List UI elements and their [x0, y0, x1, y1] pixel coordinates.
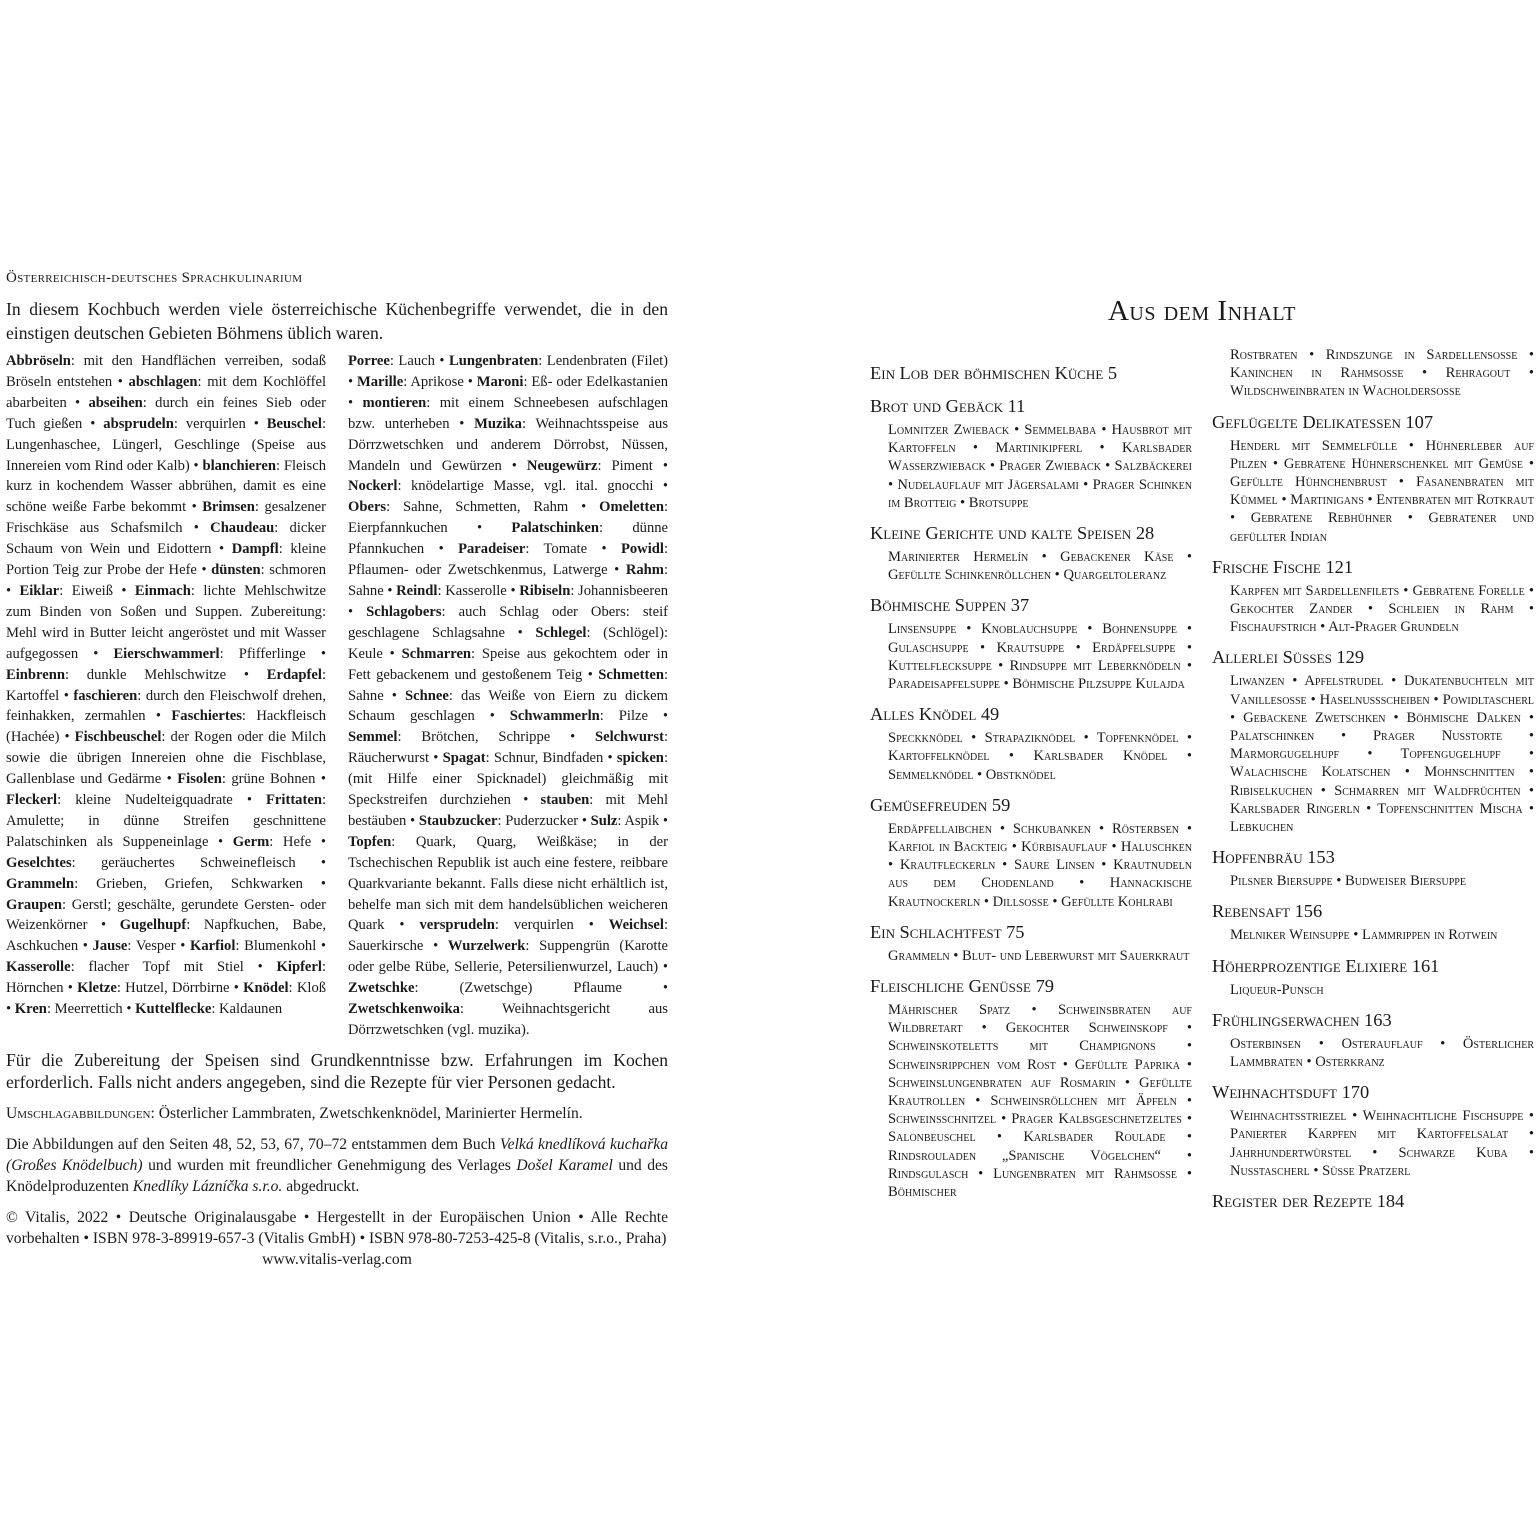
glossary-term: Porree: [348, 353, 390, 369]
glossary: [6, 351, 668, 1041]
glossary-definition: Aspik: [624, 812, 660, 829]
toc-section: [1212, 955, 1534, 999]
glossary-definition: Eierpfannkuchen: [348, 520, 448, 537]
glossary-term: Staubzucker: [418, 812, 498, 829]
glossary-term: Abbröseln: [6, 353, 71, 369]
toc-section-title: Böhmische Suppen 37: [870, 595, 1030, 616]
glossary-term: Gugelhupf: [119, 917, 187, 934]
glossary-definition: gesalzener Frischkäse aus Schafsmilch: [6, 499, 327, 537]
glossary-definition: Johannisbeeren: [578, 582, 669, 599]
glossary-term: Schnee: [405, 687, 449, 704]
toc-section-title: Frühlingserwachen 163: [1212, 1009, 1392, 1030]
toc-section-title: Allerlei Süsses 129: [1212, 647, 1365, 668]
toc-section-title: Ein Lob der böhmischen Küche 5: [870, 363, 1118, 383]
toc-section-items: Mährischer Spatz • Schweinsbraten auf Wildbretart • Gekochter Schweinskopf • Schweinskoteletts mit Champignons • Schweinsrippchen vom Rost • Gefüllte Paprika • Schweinslungenbraten auf Rosmarin • Gefüllte Krautrollen • Schweinsröllchen mit Äpfeln • Schweinsschnitzel • Prager Kalbsgeschnetzeltes • Salonbeuschel • Karlsbader Roulade • Rindsrouladen „Spanische Vögelchen“ • Rindsgulasch • Lungenbraten mit Rahmsosse • Böhmischer: [888, 1002, 1192, 1201]
glossary-definition: kleine Portion Teig zur Probe der Hefe: [6, 541, 327, 579]
glossary-definition: Eß- oder Edelkastanien: [531, 373, 668, 390]
glossary-definition: mit dem Kochlöffel abarbeiten: [6, 373, 326, 411]
glossary-definition: Gerstl; geschälte, gerundete Gersten- oder Weizenkörner: [6, 896, 326, 934]
glossary-term: Reindl: [396, 582, 438, 599]
glossary-term: Neugewürz: [526, 457, 598, 474]
toc-section: [1212, 1190, 1534, 1213]
glossary-definition: lichte Mehlschwitze zum Binden von Soßen und Suppen. Zubereitung: Mehl wird in Butter leicht angeröstet und mit Wasser aufgegossen: [6, 582, 326, 662]
glossary-definition: mit den Handflächen verreiben, sodaß Bröseln entstehen: [6, 353, 326, 390]
toc-section-items: Karpfen mit Sardellenfilets • Gebratene Forelle • Gekochter Zander • Schleien in Rahm • Fischaufstrich • Alt-Prager Grundeln: [1230, 582, 1534, 636]
illustration-credits: [6, 1134, 668, 1197]
glossary-definition: Tomate: [543, 541, 588, 558]
toc-section-title: Ein Schlachtfest 75: [870, 921, 1025, 942]
toc-section-title: Gemüsefreuden 59: [870, 794, 1011, 815]
glossary-definition: verquirlen: [513, 917, 574, 934]
glossary-definition: Speise aus gekochtem oder in Fett gebackenem und gestoßenem Teig: [348, 645, 669, 683]
toc-section: [1212, 900, 1534, 944]
glossary-definition: Brötchen, Schrippe: [421, 729, 551, 746]
glossary-term: Kuttelflecke: [135, 1001, 212, 1018]
toc-section: [870, 362, 1192, 385]
glossary-term: faschieren: [73, 687, 138, 704]
section-heading: Österreichisch-deutsches Sprachkulinarium: [6, 270, 303, 286]
toc-section-items: Lomnitzer Zwieback • Semmelbaba • Hausbrot mit Kartoffeln • Martinikipferl • Karlsbader Wasserzwieback • Prager Zwieback • Salzbäckerei • Nudelauflauf mit Jägersalami • Prager Schinken im Brotteig • Brotsuppe: [888, 422, 1192, 511]
illus-text-3: und des Knödelproduzenten: [6, 1156, 669, 1195]
glossary-term: Ribiseln: [519, 582, 571, 599]
glossary-definition: Piment: [611, 457, 653, 474]
glossary-term: Nockerl: [348, 478, 398, 495]
toc-section-items: Liqueur-Punsch: [1230, 981, 1324, 998]
toc-column-2: [1212, 346, 1534, 1223]
glossary-term: abseihen: [88, 394, 143, 411]
toc-section-title: Alles Knödel 49: [870, 704, 1000, 725]
glossary-term: Germ: [232, 833, 270, 850]
toc-section: [870, 594, 1192, 693]
toc-section: [870, 794, 1192, 911]
toc-section-items: Linsensuppe • Knoblauchsuppe • Bohnensuppe • Gulaschsuppe • Krautsuppe • Erdäpfelsuppe • Kuttelflecksuppe • Rindsuppe mit Leberknödeln • Paradeisapfelsuppe • Böhmische Pilzsuppe Kulajda: [888, 621, 1192, 693]
glossary-definition: Sahne: [348, 582, 384, 599]
glossary-term: Eierschwammerl: [113, 645, 220, 662]
glossary-term: Dampfl: [231, 541, 279, 558]
glossary-definition: Vesper: [135, 938, 176, 955]
toc-section: [1212, 1081, 1534, 1180]
glossary-term: Schlegel: [535, 624, 587, 641]
glossary-definition: Quark, Quarg, Weißkäse; in der Tschechischen Republik ist auch eine festere, reibbare Quarkvariante bekannt. Falls diese nicht erhältlich ist, behelfe man sich mit dem handelsüblichen weicheren Quark: [348, 833, 669, 934]
glossary-term: Muzika: [474, 415, 522, 432]
toc-section-title: Kleine Gerichte und kalte Speisen 28: [870, 523, 1155, 544]
toc-section-title: Höherprozentige Elixiere 161: [1212, 955, 1440, 976]
glossary-term: Topfen: [348, 833, 392, 850]
glossary-term: Sulz: [590, 812, 618, 829]
toc-section-items: Pilsner Biersuppe • Budweiser Biersuppe: [1230, 873, 1466, 890]
glossary-definition: Sahne, Schmetten, Rahm: [403, 499, 569, 516]
toc-section: [870, 921, 1192, 965]
glossary-definition: Hackfleisch (Hachée): [6, 708, 327, 746]
glossary-definition: Pfifferlinge: [238, 645, 306, 662]
glossary-definition: Grieben, Griefen, Schkwarken: [96, 875, 303, 892]
toc-section: [870, 522, 1192, 584]
glossary-term: Weichsel: [608, 917, 664, 934]
glossary-definition: knödelartige Masse, vgl. ital. gnocchi: [410, 478, 654, 495]
glossary-definition: Räucherwurst: [348, 750, 430, 767]
glossary-definition: Pilze: [618, 708, 648, 725]
glossary-definition: geräuchertes Schweinefleisch: [100, 854, 296, 871]
glossary-definition: grüne Bohnen: [231, 771, 316, 788]
glossary-definition: mit einem Schneebesen aufschlagen bzw. unterheben: [348, 394, 669, 432]
glossary-term: Schmarren: [401, 645, 472, 662]
glossary-term: Beuschel: [266, 415, 322, 432]
toc-section: [870, 975, 1192, 1201]
toc-section-items: Osterbinsen • Osterauflauf • Österlicher Lammbraten • Osterkranz: [1230, 1035, 1534, 1071]
glossary-definition: Amulette; in dünne Streifen geschnittene Palatschinken als Suppeneinlage: [6, 812, 326, 850]
glossary-definition: Puderzucker: [505, 812, 579, 829]
glossary-term: Paradeiser: [458, 541, 526, 558]
glossary-definition: Hutzel, Dörrbirne: [125, 980, 230, 997]
toc-section-title: Rebensaft 156: [1212, 901, 1323, 922]
glossary-term: Kletze: [77, 980, 117, 997]
glossary-term: Schmetten: [598, 666, 664, 683]
illus-text-2: und wurden mit freundlicher Genehmigung des Verlages: [142, 1156, 517, 1174]
toc-section-items: Liwanzen • Apfelstrudel • Dukatenbuchteln mit Vanillesosse • Haselnussscheiben • Powidltascherl • Gebackene Zwetschken • Böhmische Dalken • Palatschinken • Prager Nusstorte • Marmorgugelhupf • Topfengugelhupf • Walachische Kolatschen • Mohnschnitten • Ribiselkuchen • Schmarren mit Waldfrüchten • Karlsbader Ringerln • Topfenschnitten Mischa • Lebkuchen: [1230, 673, 1534, 836]
glossary-definition: (Zwetschge) Pflaume: [459, 980, 622, 997]
right-page: [870, 295, 1534, 1223]
glossary-term: Palatschinken: [511, 520, 599, 537]
toc-section-items: Melniker Weinsuppe • Lammrippen in Rotwein: [1230, 927, 1498, 944]
glossary-definition: auch Schlag oder Obers: steif geschlagene Schlagsahne: [348, 603, 668, 641]
glossary-term: Powidl: [620, 541, 664, 558]
glossary-definition: Hörnchen: [6, 980, 64, 997]
toc-section-title: Register der Rezepte 184: [1212, 1191, 1405, 1212]
toc-section: [870, 703, 1192, 784]
toc-section-items: Marinierter Hermelín • Gebackener Käse • Gefüllte Schinkenröllchen • Quargeltoleranz: [888, 549, 1192, 584]
glossary-definition: Kartoffel: [6, 687, 60, 704]
glossary-definition: durch den Fleischwolf drehen, feinhakken, zermahlen: [6, 687, 327, 725]
glossary-term: Einmach: [134, 582, 191, 599]
glossary-column-1: Abbröseln: mit den Handflächen verreiben, sodaß Bröseln entstehen • abschlagen: mit dem Kochlöffel abarbeiten • abseihen: durch ein feines Sieb oder Tuch gießen • absprudeln: verquirlen • Beuschel: Lungenhaschee, Lüngerl, Geschlinge (Speise aus Innereien vom Rind oder Kalb) • blanchieren: Fleisch kurz in kochendem Wasser abbrühen, damit es eine schöne weiße Farbe bekommt • Brimsen: gesalzener Frischkäse aus Schafsmilch • Chaudeau: dicker Schaum von Wein und Eidottern • Dampfl: kleine Portion Teig zur Probe der Hefe • dünsten: schmoren • Eiklar: Eiweiß • Einmach: lichte Mehlschwitze zum Binden von Soßen und Suppen. Zubereitung: Mehl wird in Butter leicht angeröstet und mit Wasser aufgegossen • Eierschwammerl: Pfifferlinge • Einbrenn: dunkle Mehlschwitze • Erdapfel: Kartoffel • faschieren: durch den Fleischwolf drehen, feinhakken, zermahlen • Faschiertes: Hackfleisch (Hachée) • Fischbeuschel: der Rogen oder die Milch sowie die übrigen Innereien ohne die Fischblase, Gallenblase und Gedärme • Fisolen: grüne Bohnen • Fleckerl: kleine Nudelteigquadrate • Frittaten: Amulette; in dünne Streifen geschnittene Palatschinken als Suppeneinlage • Germ: Hefe • Geselchtes: geräuchertes Schweinefleisch • Grammeln: Grieben, Griefen, Schkwarken • Graupen: Gerstl; geschälte, gerundete Gersten- oder Weizenkörner • Gugelhupf: Napfkuchen, Babe, Aschkuchen • Jause: Vesper • Karfiol: Blumenkohl • Kasserolle: flacher Topf mit Stiel • Kipferl: Hörnchen • Kletze: Hutzel, Dörrbirne • Knödel: Kloß • Kren: Meerrettich • Kuttelflecke: Kaldaunen: [6, 353, 327, 1018]
toc-section: [1212, 646, 1534, 836]
glossary-definition: Fleisch kurz in kochendem Wasser abbrühen, damit es eine schöne weiße Farbe bekommt: [6, 457, 327, 516]
toc-section: [1212, 411, 1534, 546]
glossary-term: montieren: [362, 394, 427, 411]
glossary-term: Knödel: [243, 980, 289, 997]
glossary-term: Spagat: [442, 750, 486, 767]
glossary-term: Kasserolle: [6, 959, 71, 976]
toc-section: [1212, 346, 1534, 401]
toc-section: [1212, 556, 1534, 637]
glossary-definition: (mit Hilfe einer Spicknadel) gleichmäßig mit Speckstreifen durchziehen: [348, 771, 668, 809]
glossary-definition: mit Mehl bestäuben: [348, 792, 669, 829]
glossary-definition: Aprikose: [410, 373, 464, 390]
glossary-term: versprudeln: [419, 917, 495, 934]
glossary-term: dünsten: [211, 562, 261, 579]
glossary-definition: durch ein feines Sieb oder Tuch gießen: [6, 394, 327, 432]
glossary-definition: Weihnachtsgericht aus Dörrzwetschken (vgl. muzika).: [348, 1001, 668, 1038]
glossary-definition: verquirlen: [185, 415, 246, 432]
glossary-column-2: Porree: Lauch • Lungenbraten: Lendenbraten (Filet) • Marille: Aprikose • Maroni: Eß- oder Edelkastanien • montieren: mit einem Schneebesen aufschlagen bzw. unterheben • Muzika: Weihnachtsspeise aus Dörrzwetschken und anderem Dörrobst, Nüssen, Mandeln und Gewürzen • Neugewürz: Piment • Nockerl: knödelartige Masse, vgl. ital. gnocchi • Obers: Sahne, Schmetten, Rahm • Omeletten: Eierpfannkuchen • Palatschinken: dünne Pfannkuchen • Paradeiser: Tomate • Powidl: Pflaumen- oder Zwetschkenmus, Latwerge • Rahm: Sahne • Reindl: Kasserolle • Ribiseln: Johannisbeeren • Schlagobers: auch Schlag oder Obers: steif geschlagene Schlagsahne • Schlegel: (Schlögel): Keule • Schmarren: Speise aus gekochtem oder in Fett gebackenem und gestoßenem Teig • Schmetten: Sahne • Schnee: das Weiße von Eiern zu dickem Schaum geschlagen • Schwammerln: Pilze • Semmel: Brötchen, Schrippe • Selchwurst: Räucherwurst • Spagat: Schnur, Bindfaden • spicken: (mit Hilfe einer Spicknadel) gleichmäßig mit Speckstreifen durchziehen • stauben: mit Mehl bestäuben • Staubzucker: Puderzucker • Sulz: Aspik • Topfen: Quark, Quarg, Weißkäse; in der Tschechischen Republik ist auch eine festere, reibbare Quarkvariante bekannt. Falls diese nicht erhältlich ist, behelfe man sich mit dem handelsüblichen weicheren Quark • versprudeln: verquirlen • Weichsel: Sauerkirsche • Wurzelwerk: Suppengrün (Karotte oder gelbe Rübe, Sellerie, Petersilienwurzel, Lauch) • Zwetschke: (Zwetschge) Pflaume • Zwetschkenwoika: Weihnachtsgericht aus Dörrzwetschken (vgl. muzika).: [348, 353, 669, 1038]
glossary-definition: Lauch: [398, 353, 435, 369]
glossary-definition: Kaldaunen: [219, 1001, 283, 1018]
glossary-term: Karfiol: [189, 938, 236, 955]
cover-note: [6, 1103, 668, 1124]
toc-section-items: Grammeln • Blut- und Leberwurst mit Sauerkraut: [888, 947, 1190, 964]
glossary-term: Jause: [92, 938, 128, 955]
glossary-term: Brimsen: [202, 499, 255, 516]
glossary-term: Grammeln: [6, 875, 75, 892]
basics-paragraph: Für die Zubereitung der Speisen sind Grundkenntnisse bzw. Erfahrungen im Kochen erforderlich. Falls nicht anders angegeben, sind die Rezepte für vier Personen gedacht.: [6, 1049, 668, 1092]
toc-title: Aus dem Inhalt: [1107, 295, 1297, 327]
glossary-term: blanchieren: [202, 457, 276, 474]
glossary-term: Maroni: [476, 373, 524, 390]
glossary-definition: flacher Topf mit Stiel: [88, 959, 244, 976]
glossary-definition: Sahne: [348, 687, 384, 704]
glossary-term: Chaudeau: [210, 520, 275, 537]
glossary-term: Zwetschke: [348, 980, 415, 997]
glossary-term: Graupen: [6, 896, 62, 913]
glossary-term: Zwetschkenwoika: [348, 1001, 460, 1018]
glossary-term: Marille: [356, 373, 404, 390]
toc-section-title: Frische Fische 121: [1212, 556, 1354, 577]
glossary-definition: dunkle Mehlschwitze: [86, 666, 227, 683]
toc-section-title: Weihnachtsduft 170: [1212, 1082, 1370, 1103]
toc-section-items: Henderl mit Semmelfülle • Hühnerleber auf Pilzen • Gebratene Hühnerschenkel mit Gemüse • Gefüllte Hühnchenbrust • Fasanenbraten mit Kümmel • Martinigans • Entenbraten mit Rotkraut • Gebratene Rebhühner • Gebratener und gefüllter Indian: [1230, 437, 1534, 545]
glossary-term: Lungenbraten: [449, 353, 539, 369]
glossary-term: absprudeln: [103, 415, 174, 432]
glossary-term: Omeletten: [599, 499, 664, 516]
toc-section-title: Brot und Gebäck 11: [870, 396, 1026, 416]
glossary-term: Kren: [14, 1001, 47, 1018]
glossary-term: Rahm: [625, 562, 664, 579]
glossary-term: Eiklar: [19, 582, 60, 599]
glossary-term: Einbrenn: [6, 666, 65, 683]
glossary-term: Wurzelwerk: [447, 938, 526, 955]
glossary-term: stauben: [540, 792, 590, 809]
intro-paragraph: In diesem Kochbuch werden viele österreichische Küchenbegriffe verwendet, die in den einstigen deutschen Gebieten Böhmens üblich waren.: [6, 299, 668, 343]
glossary-definition: Sauerkirsche: [348, 938, 424, 955]
toc-section: [870, 395, 1192, 512]
toc-section-items: Rostbraten • Rindszunge in Sardellensosse • Kaninchen in Rahmsosse • Rehragout • Wildschweinbraten in Wacholdersosse: [1230, 347, 1534, 400]
glossary-definition: Eiweiß: [71, 582, 114, 599]
glossary-term: Frittaten: [266, 792, 322, 809]
glossary-term: Erdapfel: [266, 666, 322, 683]
glossary-definition: Schnur, Bindfaden: [493, 750, 604, 767]
glossary-term: Semmel: [348, 729, 398, 746]
cover-text: Österlicher Lammbraten, Zwetschkenknödel, Marinierter Hermelín.: [158, 1104, 583, 1122]
glossary-definition: Kasserolle: [445, 582, 507, 599]
illus-text-4: abgedruckt.: [282, 1177, 360, 1195]
glossary-definition: Hefe: [282, 833, 312, 850]
glossary-definition: Blumenkohl: [244, 938, 317, 955]
glossary-definition: das Weiße von Eiern zu dickem Schaum geschlagen: [348, 687, 668, 725]
toc-section-title: Fleischliche Genüsse 79: [870, 976, 1054, 997]
glossary-definition: Suppengrün (Karotte oder gelbe Rübe, Sellerie, Petersilienwurzel, Lauch): [348, 938, 668, 976]
glossary-definition: Meerrettich: [54, 1001, 123, 1018]
glossary-term: Obers: [348, 499, 387, 516]
toc-section-items: Weihnachtsstriezel • Weihnachtliche Fischsuppe • Panierter Karpfen mit Kartoffelsalat • Jahrhundertwürstel • Schwarze Kuba • Nusstascherl • Süsse Pratzerl: [1230, 1108, 1534, 1179]
toc-section-items: Erdäpfellaibchen • Schkubanken • Rösterbsen • Karfiol in Backteig • Kürbisauflauf • Haluschken • Krautfleckerln • Saure Linsen • Krautnudeln aus dem Chodenland • Hannackische Krautnockerln • Dillsosse • Gefüllte Kohlrabi: [888, 820, 1192, 910]
glossary-definition: schmoren: [269, 562, 327, 579]
illus-text-1: Die Abbildungen auf den Seiten 48, 52, 53, 67, 70–72 entstammen dem Buch: [6, 1135, 500, 1153]
glossary-definition: Kloß: [296, 980, 327, 997]
toc-section: [1212, 846, 1534, 890]
glossary-term: Faschiertes: [171, 708, 242, 725]
toc-section-items: Speckknödel • Strapaziknödel • Topfenknödel • Kartoffelknödel • Karlsbader Knödel • Semmelknödel • Obstknödel: [888, 730, 1192, 783]
toc-section-title: Hopfenbräu 153: [1212, 847, 1335, 868]
glossary-term: spicken: [616, 750, 664, 767]
glossary-definition: Weihnachtsspeise aus Dörrzwetschken und anderem Dörrobst, Nüssen, Mandeln und Gewürzen: [348, 415, 668, 474]
illus-book: Velká knedlíková kuchařka (Großes Knödelbuch): [6, 1135, 669, 1174]
toc-section: [1212, 1009, 1534, 1071]
toc-column-1: [870, 362, 1192, 1223]
glossary-term: Fisolen: [177, 771, 222, 788]
glossary-definition: kleine Nudelteigquadrate: [75, 792, 233, 809]
glossary-definition: dünne Pfannkuchen: [348, 520, 669, 558]
glossary-term: Schwammerln: [509, 708, 600, 725]
glossary-definition: Napfkuchen, Babe, Aschkuchen: [6, 917, 327, 955]
glossary-term: Fischbeuschel: [74, 729, 162, 746]
glossary-definition: Lendenbraten (Filet): [546, 353, 668, 369]
website: www.vitalis-verlag.com: [262, 1250, 412, 1268]
glossary-definition: der Rogen oder die Milch sowie die übrigen Innereien ohne die Fischblase, Gallenblase und Gedärme: [6, 729, 327, 788]
toc-section-title: Geflügelte Delikatessen 107: [1212, 411, 1434, 432]
glossary-definition: (Schlögel): Keule: [348, 624, 669, 662]
toc-columns: [870, 347, 1534, 1223]
glossary-definition: Lungenhaschee, Lüngerl, Geschlinge (Speise aus Innereien vom Rind oder Kalb): [6, 436, 326, 474]
glossary-term: Geselchtes: [6, 854, 72, 871]
glossary-term: Selchwurst: [595, 729, 664, 746]
glossary-definition: dicker Schaum von Wein und Eidottern: [6, 520, 327, 558]
glossary-definition: Pflaumen- oder Zwetschkenmus, Latwerge: [348, 562, 608, 579]
left-page: [6, 270, 668, 1270]
cover-label: Umschlagabbildungen:: [6, 1104, 155, 1122]
glossary-term: Kipferl: [276, 959, 322, 976]
illus-publisher: Došel Karamel: [516, 1156, 613, 1174]
glossary-term: Fleckerl: [6, 792, 58, 809]
illus-producer: Knedlíky Lázníčka s.r.o.: [132, 1177, 283, 1195]
copyright: © Vitalis, 2022 • Deutsche Originalausgabe • Hergestellt in der Europäischen Union • Alle Rechte vorbehalten • ISBN 978-3-89919-657-3 (Vitalis GmbH) • ISBN 978-80-7253-425-8 (Vitalis, s.r.o., Praha): [6, 1208, 668, 1247]
glossary-term: Schlagobers: [366, 603, 442, 620]
glossary-term: abschlagen: [128, 373, 198, 390]
